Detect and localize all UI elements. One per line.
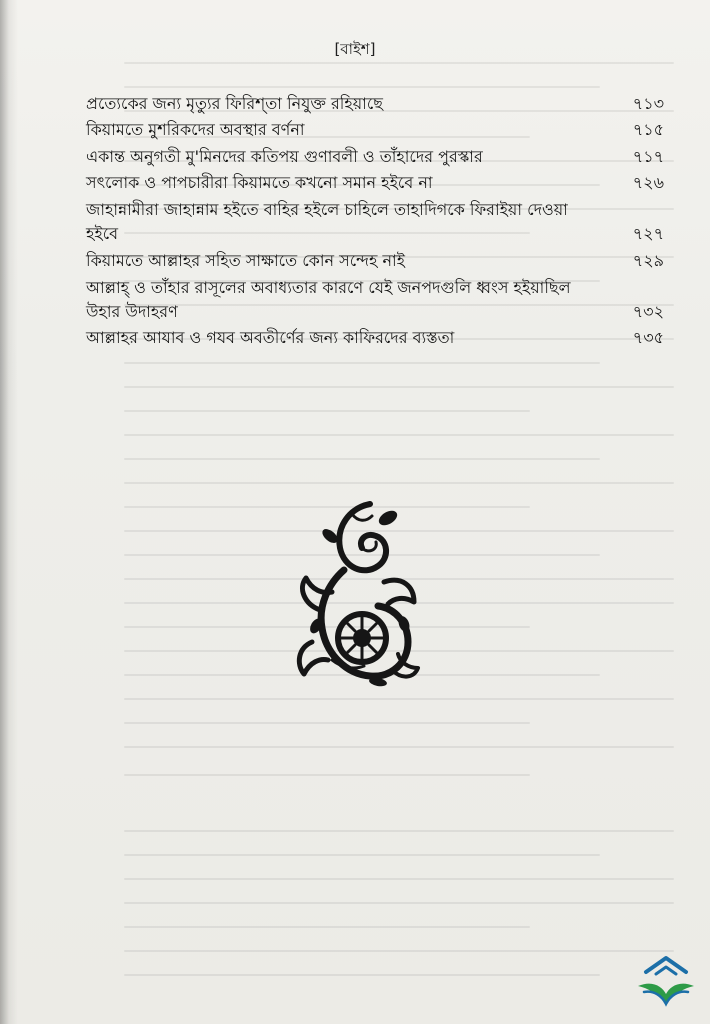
toc-entry-page: ৭১৫ xyxy=(632,120,664,139)
show-through-line xyxy=(124,722,530,724)
show-through-line xyxy=(124,950,674,952)
show-through-line xyxy=(124,434,674,436)
toc-entry xyxy=(86,92,664,116)
toc-entry xyxy=(86,171,664,195)
toc-entry xyxy=(86,249,664,273)
show-through-line xyxy=(124,774,530,776)
page-gutter-shadow xyxy=(0,0,18,1024)
show-through-line xyxy=(124,830,674,832)
toc-entry-title: আল্লাহ্ ও তাঁহার রাসূলের অবাধ্যতার কারণে যেই জনপদগুলি ধ্বংস হইয়াছিল উহার উদাহরণ xyxy=(86,278,571,321)
toc-entry-page: ৭২৬ xyxy=(632,173,664,192)
toc-entry-page: ৭১৩ xyxy=(632,94,664,113)
toc-entry-title: একান্ত অনুগতী মু'মিনদের কতিপয় গুণাবলী ও তাঁহাদের পুরস্কার xyxy=(86,147,483,166)
toc-entry xyxy=(86,326,664,350)
toc-entry-title: কিয়ামতে মুশরিকদের অবস্থার বর্ণনা xyxy=(86,120,305,139)
show-through-line xyxy=(124,362,600,364)
show-through-line xyxy=(124,878,674,880)
toc-entry-title: আল্লাহর আযাব ও গযব অবতীর্ণের জন্য কাফিরদের ব্যস্ততা xyxy=(86,328,455,347)
show-through-line xyxy=(124,854,600,856)
show-through-line xyxy=(124,458,600,460)
toc-entry-title: প্রত্যেকের জন্য মৃত্যুর ফিরিশ্‌তা নিযুক্ত রহিয়াছে xyxy=(86,94,383,113)
floral-ornament-icon xyxy=(292,492,422,688)
table-of-contents xyxy=(86,92,664,350)
show-through-line xyxy=(124,698,674,700)
toc-entry-page: ৭২৭ xyxy=(632,224,664,243)
toc-entry-page: ৭৩২ xyxy=(632,302,664,321)
toc-entry-title: জাহান্নামীরা জাহান্নাম হইতে বাহির হইলে চাহিলে তাহাদিগকে ফিরাইয়া দেওয়া হইবে xyxy=(86,200,568,243)
show-through-line xyxy=(124,974,600,976)
show-through-line xyxy=(124,746,674,748)
show-through-line xyxy=(124,482,674,484)
toc-entry-page: ৭২৯ xyxy=(632,251,664,270)
toc-entry xyxy=(86,118,664,142)
show-through-line xyxy=(124,926,530,928)
toc-entry xyxy=(86,145,664,169)
toc-entry xyxy=(86,198,664,246)
toc-entry-page: ৭৩৫ xyxy=(632,328,664,347)
show-through-line xyxy=(124,86,600,88)
page-header: [বাইশ] xyxy=(334,40,376,58)
toc-entry xyxy=(86,276,664,324)
show-through-line xyxy=(124,902,674,904)
toc-entry-title: কিয়ামতে আল্লাহর সহিত সাক্ষাতে কোন সন্দেহ নাই xyxy=(86,251,405,270)
show-through-line xyxy=(124,386,674,388)
toc-entry-title: সৎলোক ও পাপচারীরা কিয়ামতে কখনো সমান হইবে না xyxy=(86,173,433,192)
publisher-logo-icon xyxy=(634,952,698,1008)
toc-entry-page: ৭১৭ xyxy=(632,147,664,166)
show-through-line xyxy=(124,410,530,412)
